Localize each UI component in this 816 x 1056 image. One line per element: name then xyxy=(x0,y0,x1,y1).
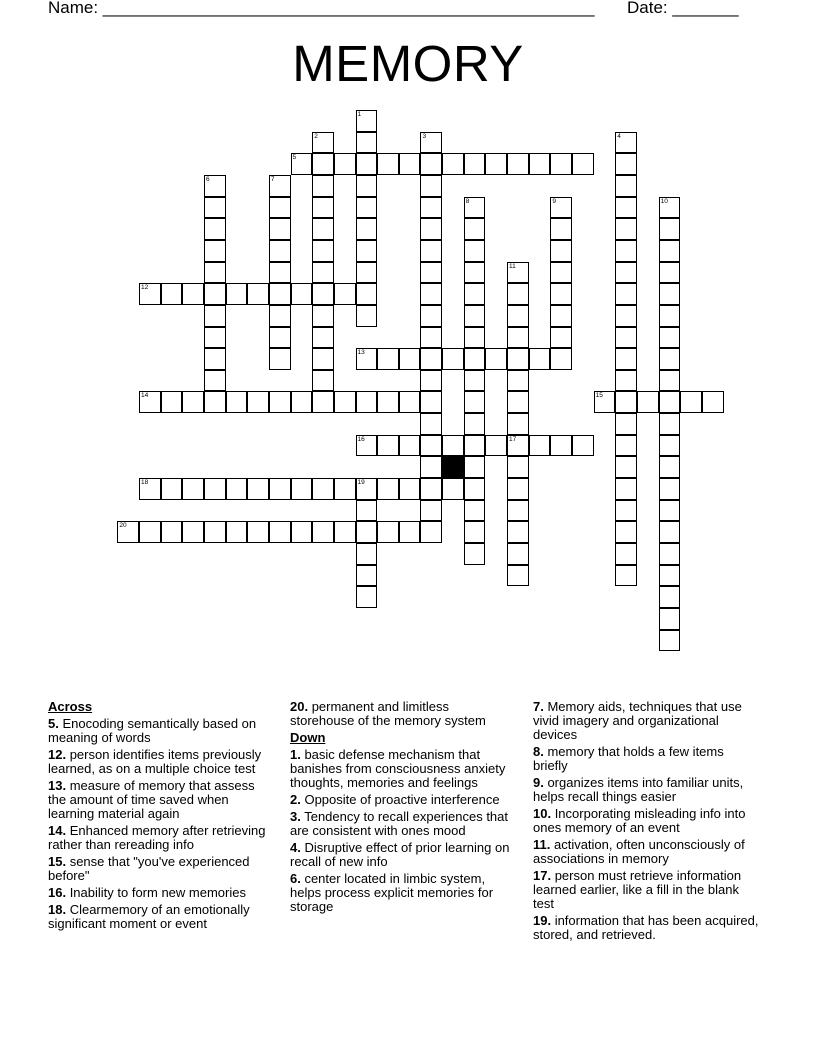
grid-cell[interactable] xyxy=(269,478,291,500)
grid-cell[interactable] xyxy=(464,391,486,413)
clue-number: 13 xyxy=(357,349,365,357)
grid-cell[interactable] xyxy=(420,435,442,457)
clue-number: 9 xyxy=(552,197,556,205)
clue-number: 18 xyxy=(141,479,149,487)
grid-cell[interactable] xyxy=(356,305,378,327)
grid-cell[interactable] xyxy=(356,435,378,457)
grid-cell[interactable] xyxy=(659,370,681,392)
grid-cell[interactable] xyxy=(659,348,681,370)
grid-cell[interactable] xyxy=(161,283,183,305)
grid-cell[interactable] xyxy=(420,521,442,543)
grid-cell[interactable] xyxy=(507,521,529,543)
grid-cell[interactable] xyxy=(312,391,334,413)
grid-cell[interactable] xyxy=(420,153,442,175)
grid-cell[interactable] xyxy=(507,478,529,500)
grid-cell[interactable] xyxy=(182,391,204,413)
grid-cell[interactable] xyxy=(485,435,507,457)
grid-cell[interactable] xyxy=(247,478,269,500)
grid-cell[interactable] xyxy=(464,283,486,305)
grid-cell[interactable] xyxy=(442,153,464,175)
grid-cell[interactable] xyxy=(356,521,378,543)
grid-cell[interactable] xyxy=(204,262,226,284)
grid-cell[interactable] xyxy=(420,370,442,392)
grid-cell[interactable] xyxy=(291,153,313,175)
grid-cell[interactable] xyxy=(529,153,551,175)
grid-cell[interactable] xyxy=(442,435,464,457)
grid-cell[interactable] xyxy=(312,305,334,327)
clues-column-3 xyxy=(533,700,759,945)
grid-cell[interactable] xyxy=(377,435,399,457)
clue-item: 19. information that has been acquired, stored, and retrieved. xyxy=(533,913,759,942)
grid-cell[interactable] xyxy=(420,305,442,327)
clue-number: 2 xyxy=(314,132,318,140)
grid-cell[interactable] xyxy=(139,478,161,500)
grid-cell[interactable] xyxy=(464,370,486,392)
grid-cell[interactable] xyxy=(356,240,378,262)
down-heading: Down xyxy=(290,730,326,745)
grid-cell[interactable] xyxy=(659,500,681,522)
clue-item: 15. sense that "you've experienced before" xyxy=(48,854,250,883)
clue-number: 1 xyxy=(357,111,362,118)
page-title: MEMORY xyxy=(292,35,524,92)
grid-cell[interactable] xyxy=(182,521,204,543)
grid-cell[interactable] xyxy=(659,456,681,478)
grid-cell[interactable] xyxy=(550,240,572,262)
grid-cell[interactable] xyxy=(507,413,529,435)
grid-cell[interactable] xyxy=(507,543,529,565)
grid-cell[interactable] xyxy=(615,327,637,349)
grid-cell[interactable] xyxy=(550,262,572,284)
grid-cell[interactable] xyxy=(399,391,421,413)
grid-cell[interactable] xyxy=(226,283,248,305)
grid-cell[interactable] xyxy=(269,218,291,240)
clue-item: 2. Opposite of proactive interference xyxy=(290,792,500,807)
grid-cell[interactable] xyxy=(226,521,248,543)
grid-cell[interactable] xyxy=(204,175,226,197)
grid-cell[interactable] xyxy=(139,521,161,543)
grid-cell[interactable] xyxy=(226,478,248,500)
grid-cell[interactable] xyxy=(204,283,226,305)
grid-cell[interactable] xyxy=(464,413,486,435)
grid-cell[interactable] xyxy=(377,153,399,175)
grid-cell[interactable] xyxy=(659,586,681,608)
grid-cell[interactable] xyxy=(550,435,572,457)
grid-cell[interactable] xyxy=(334,478,356,500)
grid-cell[interactable] xyxy=(312,153,334,175)
grid-cell[interactable] xyxy=(420,283,442,305)
grid-cell[interactable] xyxy=(420,348,442,370)
grid-cell[interactable] xyxy=(420,456,442,478)
clue-item: 4. Disruptive effect of prior learning on recall of new info xyxy=(290,840,510,869)
grid-cell[interactable] xyxy=(377,348,399,370)
clue-item: 11. activation, often unconsciously of associations in memory xyxy=(533,837,745,866)
grid-cell[interactable] xyxy=(659,413,681,435)
grid-cell[interactable] xyxy=(161,391,183,413)
grid-cell[interactable] xyxy=(312,197,334,219)
grid-cell[interactable] xyxy=(659,262,681,284)
clue-number: 15 xyxy=(595,392,603,400)
grid-cell[interactable] xyxy=(659,521,681,543)
clue-item: 10. Incorporating misleading info into ones memory of an event xyxy=(533,806,746,835)
grid-cell[interactable] xyxy=(615,565,637,587)
clue-number: 16 xyxy=(357,435,365,443)
grid-cell[interactable] xyxy=(507,153,529,175)
grid-cell[interactable] xyxy=(615,391,637,413)
grid-cell[interactable] xyxy=(420,478,442,500)
grid-cell[interactable] xyxy=(356,197,378,219)
grid-cell[interactable] xyxy=(507,435,529,457)
grid-cell[interactable] xyxy=(464,305,486,327)
grid-cell[interactable] xyxy=(269,197,291,219)
grid-cell[interactable] xyxy=(312,478,334,500)
grid-cell[interactable] xyxy=(204,521,226,543)
grid-cell[interactable] xyxy=(507,391,529,413)
grid-cell[interactable] xyxy=(659,565,681,587)
grid-cell[interactable] xyxy=(399,521,421,543)
clues-column-1 xyxy=(48,700,274,934)
grid-cell[interactable] xyxy=(204,391,226,413)
clue-item: 8. memory that holds a few items briefly xyxy=(533,744,724,773)
clue-item: 13. measure of memory that assess the amount of time saved when learning material again xyxy=(48,778,255,821)
grid-cell[interactable] xyxy=(615,543,637,565)
grid-cell[interactable] xyxy=(507,456,529,478)
grid-cell[interactable] xyxy=(356,153,378,175)
clue-item: 12. person identifies items previously learned, as on a multiple choice test xyxy=(48,747,262,776)
across-heading: Across xyxy=(48,699,93,714)
name-field[interactable]: Name: ____________________________________________________ xyxy=(48,0,595,17)
grid-cell[interactable] xyxy=(594,391,616,413)
grid-cell[interactable] xyxy=(464,327,486,349)
grid-cell[interactable] xyxy=(550,153,572,175)
grid-cell[interactable] xyxy=(572,153,594,175)
grid-cell[interactable] xyxy=(420,500,442,522)
grid-cell[interactable] xyxy=(356,500,378,522)
grid-cell[interactable] xyxy=(507,370,529,392)
grid-cell[interactable] xyxy=(659,240,681,262)
grid-cell[interactable] xyxy=(204,370,226,392)
grid-cell[interactable] xyxy=(269,391,291,413)
grid-cell[interactable] xyxy=(464,262,486,284)
grid-cell[interactable] xyxy=(464,500,486,522)
grid-cell[interactable] xyxy=(334,283,356,305)
grid-cell[interactable] xyxy=(485,153,507,175)
clue-number: 4 xyxy=(617,132,621,140)
grid-cell[interactable] xyxy=(420,132,442,154)
grid-cell[interactable] xyxy=(269,305,291,327)
grid-cell[interactable] xyxy=(204,348,226,370)
grid-cell[interactable] xyxy=(356,565,378,587)
grid-cell[interactable] xyxy=(312,240,334,262)
grid-cell[interactable] xyxy=(615,413,637,435)
grid-cell[interactable] xyxy=(550,327,572,349)
grid-cell[interactable] xyxy=(204,240,226,262)
grid-cell[interactable] xyxy=(464,435,486,457)
grid-cell[interactable] xyxy=(550,218,572,240)
grid-cell[interactable] xyxy=(291,391,313,413)
grid-cell[interactable] xyxy=(659,218,681,240)
clue-number: 20 xyxy=(119,522,127,530)
grid-cell[interactable] xyxy=(659,283,681,305)
grid-cell[interactable] xyxy=(464,218,486,240)
grid-cell[interactable] xyxy=(659,391,681,413)
grid-cell[interactable] xyxy=(356,391,378,413)
grid-cell[interactable] xyxy=(312,370,334,392)
grid-cell[interactable] xyxy=(464,478,486,500)
clue-item: 18. Clearmemory of an emotionally significant moment or event xyxy=(48,902,250,931)
clue-item: 7. Memory aids, techniques that use vivid imagery and organizational devices xyxy=(533,699,742,742)
grid-cell[interactable] xyxy=(247,283,269,305)
grid-cell[interactable] xyxy=(420,175,442,197)
grid-cell[interactable] xyxy=(659,305,681,327)
clue-number: 3 xyxy=(422,132,427,140)
clue-number: 11 xyxy=(509,262,516,270)
grid-cell[interactable] xyxy=(139,283,161,305)
grid-cell[interactable] xyxy=(615,348,637,370)
grid-cell[interactable] xyxy=(312,262,334,284)
grid-cell[interactable] xyxy=(420,413,442,435)
grid-cell[interactable] xyxy=(529,348,551,370)
grid-cell[interactable] xyxy=(204,327,226,349)
grid-cell[interactable] xyxy=(507,305,529,327)
grid-cell[interactable] xyxy=(161,478,183,500)
grid-cell[interactable] xyxy=(420,327,442,349)
grid-cell[interactable] xyxy=(550,305,572,327)
clue-number: 7 xyxy=(270,175,275,183)
grid-cell[interactable] xyxy=(312,327,334,349)
grid-cell[interactable] xyxy=(420,218,442,240)
grid-cell[interactable] xyxy=(615,521,637,543)
clue-number: 6 xyxy=(205,175,210,183)
grid-cell[interactable] xyxy=(550,348,572,370)
grid-cell[interactable] xyxy=(334,521,356,543)
grid-cell[interactable] xyxy=(312,521,334,543)
grid-cell[interactable] xyxy=(356,586,378,608)
grid-cell[interactable] xyxy=(615,197,637,219)
grid-cell[interactable] xyxy=(550,283,572,305)
grid-cell[interactable] xyxy=(420,240,442,262)
clue-item: 5. Enocoding semantically based on meaning of words xyxy=(48,716,257,745)
grid-cell[interactable] xyxy=(312,218,334,240)
grid-cell[interactable] xyxy=(615,218,637,240)
grid-cell[interactable] xyxy=(356,175,378,197)
grid-cell[interactable] xyxy=(182,478,204,500)
grid-cell[interactable] xyxy=(312,348,334,370)
grid-cell[interactable] xyxy=(464,153,486,175)
clues-column-2 xyxy=(290,700,516,917)
clue-number: 10 xyxy=(660,197,668,205)
grid-cell[interactable] xyxy=(139,391,161,413)
grid-cell[interactable] xyxy=(507,565,529,587)
clue-number: 14 xyxy=(141,392,149,400)
grid-cell[interactable] xyxy=(269,327,291,349)
grid-cell[interactable] xyxy=(377,521,399,543)
grid-cell[interactable] xyxy=(464,348,486,370)
grid-cell[interactable] xyxy=(399,348,421,370)
grid-cell[interactable] xyxy=(637,391,659,413)
grid-cell[interactable] xyxy=(659,608,681,630)
grid-cell[interactable] xyxy=(659,630,681,652)
grid-cell[interactable] xyxy=(550,197,572,219)
clue-item: 16. Inability to form new memories xyxy=(48,885,246,900)
grid-cell[interactable] xyxy=(615,456,637,478)
grid-cell[interactable] xyxy=(659,543,681,565)
grid-cell[interactable] xyxy=(659,435,681,457)
grid-cell[interactable] xyxy=(464,240,486,262)
grid-cell[interactable] xyxy=(399,435,421,457)
grid-cell[interactable] xyxy=(204,218,226,240)
clue-number: 12 xyxy=(141,284,149,292)
clue-item: 20. permanent and limitless storehouse of the memory system xyxy=(290,699,486,728)
grid-cell[interactable] xyxy=(291,478,313,500)
grid-cell[interactable] xyxy=(615,283,637,305)
grid-cell[interactable] xyxy=(399,478,421,500)
clue-item: 17. person must retrieve information learned earlier, like a fill in the blank test xyxy=(533,868,742,911)
grid-cell[interactable] xyxy=(399,153,421,175)
grid-cell[interactable] xyxy=(312,175,334,197)
grid-cell[interactable] xyxy=(615,435,637,457)
clue-item: 3. Tendency to recall experiences that are consistent with ones mood xyxy=(290,809,509,838)
grid-cell[interactable] xyxy=(702,391,724,413)
grid-cell[interactable] xyxy=(464,456,486,478)
grid-cell[interactable] xyxy=(420,391,442,413)
grid-cell[interactable] xyxy=(269,348,291,370)
clue-number: 17 xyxy=(509,435,517,443)
grid-cell[interactable] xyxy=(334,153,356,175)
grid-cell[interactable] xyxy=(269,262,291,284)
grid-cell[interactable] xyxy=(247,521,269,543)
grid-cell[interactable] xyxy=(615,132,637,154)
grid-cell[interactable] xyxy=(572,435,594,457)
clue-number: 8 xyxy=(465,197,470,205)
grid-cell[interactable] xyxy=(269,521,291,543)
grid-cell[interactable] xyxy=(485,348,507,370)
grid-cell[interactable] xyxy=(420,262,442,284)
clue-item: 6. center located in limbic system, helps process explicit memories for storage xyxy=(290,871,494,914)
clue-item: 9. organizes items into familiar units, helps recall things easier xyxy=(533,775,744,804)
grid-cell[interactable] xyxy=(312,132,334,154)
grid-cell[interactable] xyxy=(442,348,464,370)
grid-cell[interactable] xyxy=(356,283,378,305)
grid-cell[interactable] xyxy=(269,175,291,197)
grid-cell[interactable] xyxy=(204,197,226,219)
grid-cell[interactable] xyxy=(117,521,139,543)
grid-cell[interactable] xyxy=(507,500,529,522)
grid-cell[interactable] xyxy=(615,370,637,392)
grid-cell[interactable] xyxy=(615,240,637,262)
grid-cell[interactable] xyxy=(529,435,551,457)
grid-cell[interactable] xyxy=(356,110,378,132)
grid-cell[interactable] xyxy=(334,391,356,413)
grid-cell[interactable] xyxy=(291,283,313,305)
grid-cell[interactable] xyxy=(161,521,183,543)
grid-cell[interactable] xyxy=(464,197,486,219)
grid-cell[interactable] xyxy=(356,132,378,154)
grid-cell[interactable] xyxy=(247,391,269,413)
grid-cell[interactable] xyxy=(615,500,637,522)
grid-cell[interactable] xyxy=(204,305,226,327)
grid-cell[interactable] xyxy=(615,153,637,175)
grid-cell[interactable] xyxy=(615,478,637,500)
clue-number: 19 xyxy=(357,479,365,487)
grid-cell[interactable] xyxy=(356,348,378,370)
grid-cell[interactable] xyxy=(680,391,702,413)
grid-cell[interactable] xyxy=(615,175,637,197)
grid-cell[interactable] xyxy=(312,283,334,305)
grid-cell[interactable] xyxy=(615,262,637,284)
grid-cell[interactable] xyxy=(269,283,291,305)
grid-cell[interactable] xyxy=(420,197,442,219)
grid-cell[interactable] xyxy=(507,283,529,305)
grid-cell[interactable] xyxy=(182,283,204,305)
grid-cell[interactable] xyxy=(356,262,378,284)
grid-cell[interactable] xyxy=(204,478,226,500)
clue-number: 5 xyxy=(292,154,297,162)
grid-cell[interactable] xyxy=(464,543,486,565)
grid-cell[interactable] xyxy=(507,327,529,349)
grid-cell[interactable] xyxy=(226,391,248,413)
clue-item: 1. basic defense mechanism that banishes from consciousness anxiety thoughts, memories and feelings xyxy=(290,747,506,790)
grid-cell[interactable] xyxy=(377,391,399,413)
grid-cell[interactable] xyxy=(615,305,637,327)
grid-cell[interactable] xyxy=(507,262,529,284)
grid-cell[interactable] xyxy=(464,521,486,543)
grid-cell[interactable] xyxy=(442,478,464,500)
grid-cell[interactable] xyxy=(356,478,378,500)
grid-cell[interactable] xyxy=(377,478,399,500)
grid-cell[interactable] xyxy=(356,218,378,240)
clue-item: 14. Enhanced memory after retrieving rather than rereading info xyxy=(48,823,266,852)
date-field[interactable]: Date: _______ xyxy=(627,0,739,17)
grid-cell[interactable] xyxy=(269,240,291,262)
grid-cell[interactable] xyxy=(659,478,681,500)
grid-cell[interactable] xyxy=(291,521,313,543)
grid-cell[interactable] xyxy=(659,197,681,219)
grid-cell[interactable] xyxy=(507,348,529,370)
grid-cell[interactable] xyxy=(356,543,378,565)
blocked-cell xyxy=(442,456,464,478)
grid-cell[interactable] xyxy=(659,327,681,349)
